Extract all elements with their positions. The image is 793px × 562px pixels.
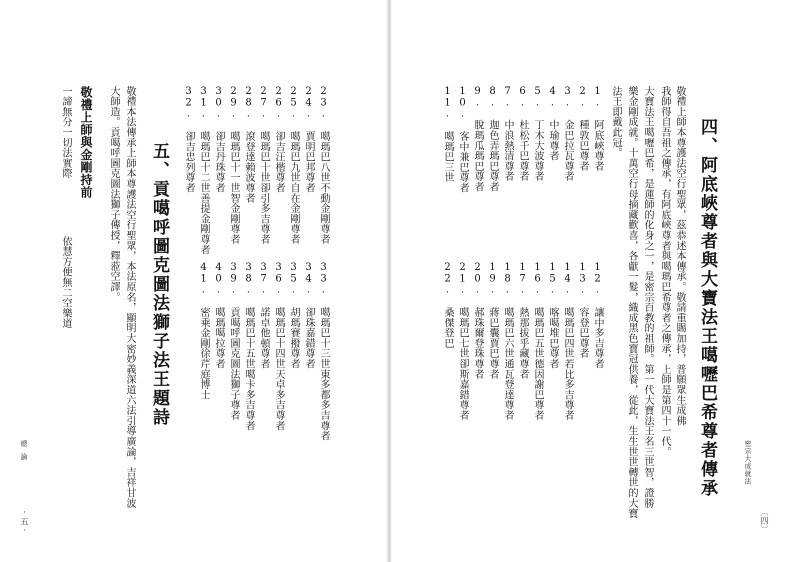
- section-5-intro-line-2: 大師造。貢噶呼圖克圖法獅子傳授，釋蒞空譯。: [108, 86, 119, 303]
- lineage-item: 20. 郝珠爾登珠尊者: [472, 262, 483, 380]
- verse-line-a: 一諦無分一切法實際: [60, 86, 71, 179]
- verse-line-b: 依慧方便無二空樂道: [60, 236, 71, 329]
- lineage-item: 13. 容登巴尊者: [577, 262, 588, 359]
- lineage-item: 36. 噶瑪巴十四世天卓多吉尊者: [273, 262, 284, 431]
- lineage-item: 7. 中浪熱清尊者: [502, 86, 513, 182]
- section-4-intro-line-2: 我師得自吾祖之傳承，有阿底峽尊者與噶瑪巴希尊者之傳承，上師是第四十一代。: [659, 86, 670, 457]
- folio-section: 總論: [20, 440, 28, 466]
- lineage-item: 2. 種敦巴尊者: [577, 86, 588, 172]
- lineage-item: 39. 貢噶呼圖克圖法獅子尊者: [228, 262, 239, 421]
- lineage-item: 6. 杜松千巴尊者: [517, 86, 528, 182]
- lineage-item: 28. 滾登達賴波尊者: [243, 86, 254, 204]
- lineage-item: 3. 金巴拉瓦尊者: [562, 86, 573, 182]
- lineage-item: 11. 噶瑪巴三世: [442, 86, 453, 183]
- lineage-item: 18. 噶瑪巴六世通瓦登達尊者: [502, 262, 513, 421]
- lineage-item: 21. 噶瑪巴七世卻斯嘉錯尊者: [457, 262, 468, 421]
- lineage-item: 23. 噶瑪巴八世不動金剛尊者: [318, 86, 329, 245]
- verse-title: 敬禮上師與金剛持前: [79, 86, 93, 199]
- lineage-item: 4. 中瑜尊者: [547, 86, 558, 162]
- lineage-item: 19. 蔣巴囊賈巴尊者: [487, 262, 498, 380]
- lineage-item: 34. 卻珠嘉錯尊者: [303, 262, 314, 369]
- section-5-title: 五、貢噶呼圖克圖法獅子法王題詩: [149, 142, 169, 427]
- lineage-item: 8. 迦色弄瑪巴尊者: [487, 86, 498, 192]
- right-page: [392, 0, 793, 562]
- lineage-item: 12. 讓中多吉尊者: [592, 262, 603, 369]
- lineage-item: 29. 噶瑪巴十一世智金剛尊者: [228, 86, 239, 245]
- section-4-intro-line-4: 樂金剛成就。十萬空行母摘藏歡喜，各獻一髮，織成黑色寶冠供養，從此，生生世世轉世的大寶: [626, 86, 637, 519]
- section-4-intro-line-3: 大寶法王噶嚦巴希，是蓮師的化身之一，是密宗百教的祖師。第一代大寶法王名三世智，證勝: [642, 86, 653, 509]
- section-4-intro-line-5: 法王即戴此冠。: [610, 86, 621, 159]
- lineage-item: 35. 胡瑪賽撥尊者: [288, 262, 299, 369]
- lineage-item: 5. 丁木大波尊者: [532, 86, 543, 182]
- lineage-item: 10. 客中兼巴尊者: [457, 86, 468, 193]
- page-number: 〔四〕: [760, 508, 769, 534]
- lineage-item: 30. 卻吉丹珠尊者: [213, 86, 224, 193]
- page-number: ·五·: [20, 508, 29, 536]
- lineage-item: 33. 噶瑪巴十三世東多都多吉尊者: [318, 262, 329, 442]
- section-4-title: 四、阿底峽尊者與大寶法王噶嚦巴希尊者傳承: [697, 118, 717, 498]
- running-header: 密宗大成就法: [744, 440, 752, 485]
- lineage-item: 31. 噶瑪巴十二世善提金剛尊者: [198, 86, 209, 255]
- lineage-item: 16. 噶瑪巴五世德因謝巴尊者: [532, 262, 543, 421]
- lineage-item: 1. 阿底峽尊者: [592, 86, 603, 172]
- book-spine: [386, 0, 392, 562]
- lineage-item: 25. 噶瑪巴九世自在金剛尊者: [288, 86, 299, 245]
- lineage-item: 38. 噶瑪巴十五世噶卡多吉尊者: [243, 262, 254, 431]
- section-4-intro-line-1: 敬禮上師本尊護法空行聖眾，茲恭述本傳承。敬請重賜加持，普願眾生成佛: [674, 86, 685, 426]
- lineage-item: 40. 噶瑪噶拉尊者: [213, 262, 224, 369]
- lineage-item: 9. 脫瑪瓜瑪巴尊者: [472, 86, 483, 192]
- lineage-item: 37. 諾卓他頓尊者: [258, 262, 269, 369]
- lineage-item: 41. 密乘金剛徐芹庭博士: [198, 262, 209, 400]
- lineage-item: 24. 賈明巴邦尊者: [303, 86, 314, 193]
- lineage-item: 32. 卻吉忠列尊者: [183, 86, 194, 193]
- left-page: [0, 0, 386, 562]
- section-5-intro-line-1: 敬禮本法傳承上師本尊護法空行聖眾，本法原名，顯明大密妙義深道六法引導廣論，吉祥甘波: [124, 86, 135, 509]
- lineage-item: 27. 噶瑪巴十世卻引多吉尊者: [258, 86, 269, 245]
- lineage-item: 15. 喀噶堆巴尊者: [547, 262, 558, 369]
- lineage-item: 17. 熱那拔乎藏尊者: [517, 262, 528, 380]
- lineage-item: 26. 卻吉汪楷尊者: [273, 86, 284, 193]
- lineage-item: 22. 桑傑登巴: [442, 262, 453, 349]
- lineage-item: 14. 噶瑪巴四世若比多吉尊者: [562, 262, 573, 421]
